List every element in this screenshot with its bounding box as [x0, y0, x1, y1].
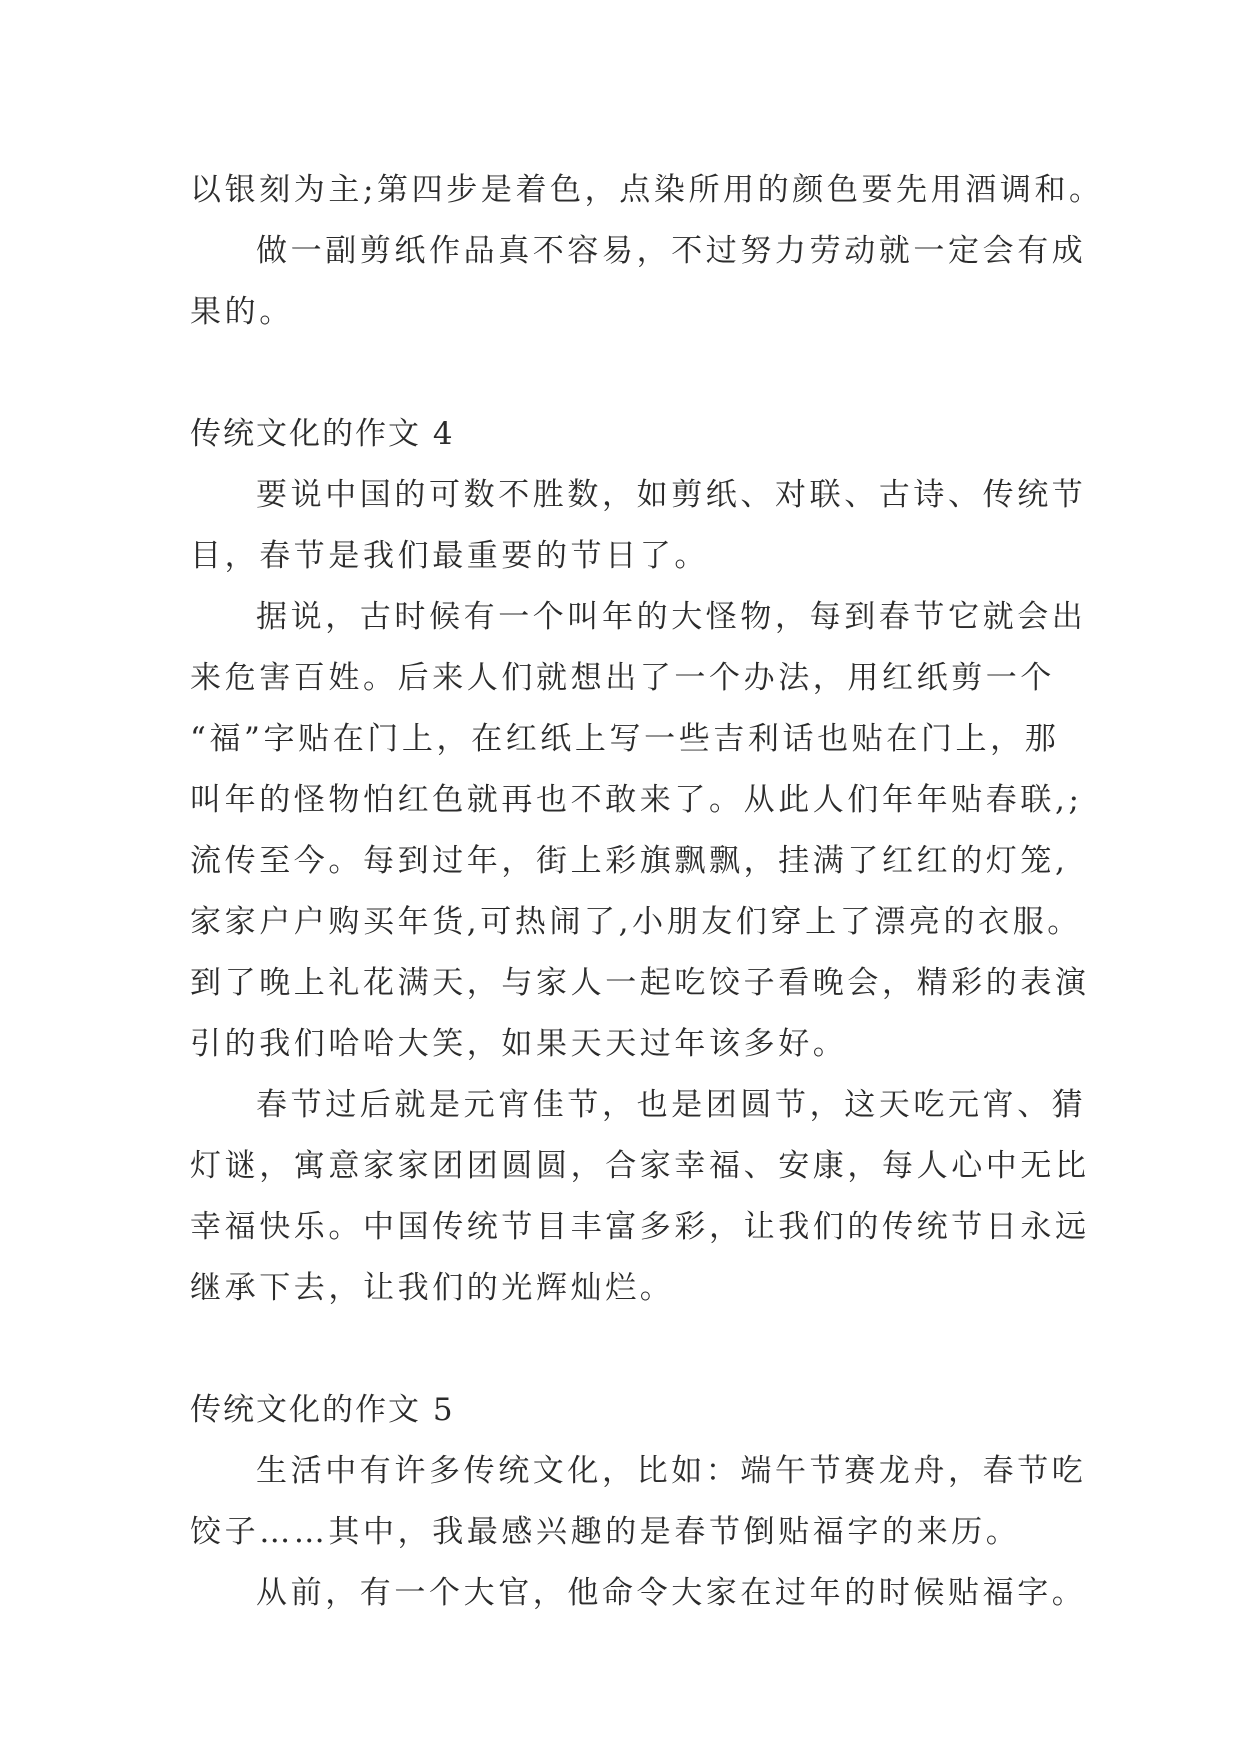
paragraph-line: 流传至今。每到过年，街上彩旗飘飘，挂满了红红的灯笼,: [190, 843, 1069, 879]
paragraph-line: 要说中国的可数不胜数，如剪纸、对联、古诗、传统节: [256, 477, 1087, 513]
paragraph-line: 引的我们哈哈大笑，如果天天过年该多好。: [190, 1026, 848, 1062]
paragraph-line: 饺子……其中，我最感兴趣的是春节倒贴福字的来历。: [190, 1514, 1021, 1550]
essay-5-heading: 传统文化的作文 5: [190, 1392, 455, 1428]
paragraph-line: 幸福快乐。中国传统节目丰富多彩，让我们的传统节日永远: [190, 1209, 1090, 1245]
paragraph-line: 据说，古时候有一个叫年的大怪物，每到春节它就会出: [256, 599, 1087, 635]
paragraph-line: 生活中有许多传统文化，比如：端午节赛龙舟，春节吃: [256, 1453, 1087, 1489]
paragraph-line: 来危害百姓。后来人们就想出了一个办法，用红纸剪一个: [190, 660, 1055, 696]
section-gap: [190, 343, 1080, 404]
paragraph-line: 果的。: [190, 294, 294, 330]
paragraph-line: 到了晚上礼花满天，与家人一起吃饺子看晚会，精彩的表演: [190, 965, 1090, 1001]
paragraph-line: 家家户户购买年货,可热闹了,小朋友们穿上了漂亮的衣服。: [190, 904, 1082, 940]
paragraph-line: 继承下去，让我们的光辉灿烂。: [190, 1270, 675, 1306]
paragraph-line: 从前，有一个大官，他命令大家在过年的时候贴福字。: [256, 1575, 1087, 1611]
paragraph-line: 春节过后就是元宵佳节，也是团圆节，这天吃元宵、猜: [256, 1087, 1087, 1123]
paragraph-line: 目，春节是我们最重要的节日了。: [190, 538, 709, 574]
paragraph-line: 灯谜，寓意家家团团圆圆，合家幸福、安康，每人心中无比: [190, 1148, 1090, 1184]
section-gap: [190, 1319, 1080, 1380]
paragraph-line: 做一副剪纸作品真不容易，不过努力劳动就一定会有成: [256, 233, 1087, 269]
paragraph-line: “福”字贴在门上，在红纸上写一些吉利话也贴在门上，那: [190, 721, 1060, 757]
paragraph-line: 以银刻为主;第四步是着色，点染所用的颜色要先用酒调和。: [190, 172, 1104, 208]
paragraph-line: 叫年的怪物怕红色就再也不敢来了。从此人们年年贴春联,;: [190, 782, 1083, 818]
essay-4-heading: 传统文化的作文 4: [190, 416, 455, 452]
document-body: [190, 160, 1104, 1624]
